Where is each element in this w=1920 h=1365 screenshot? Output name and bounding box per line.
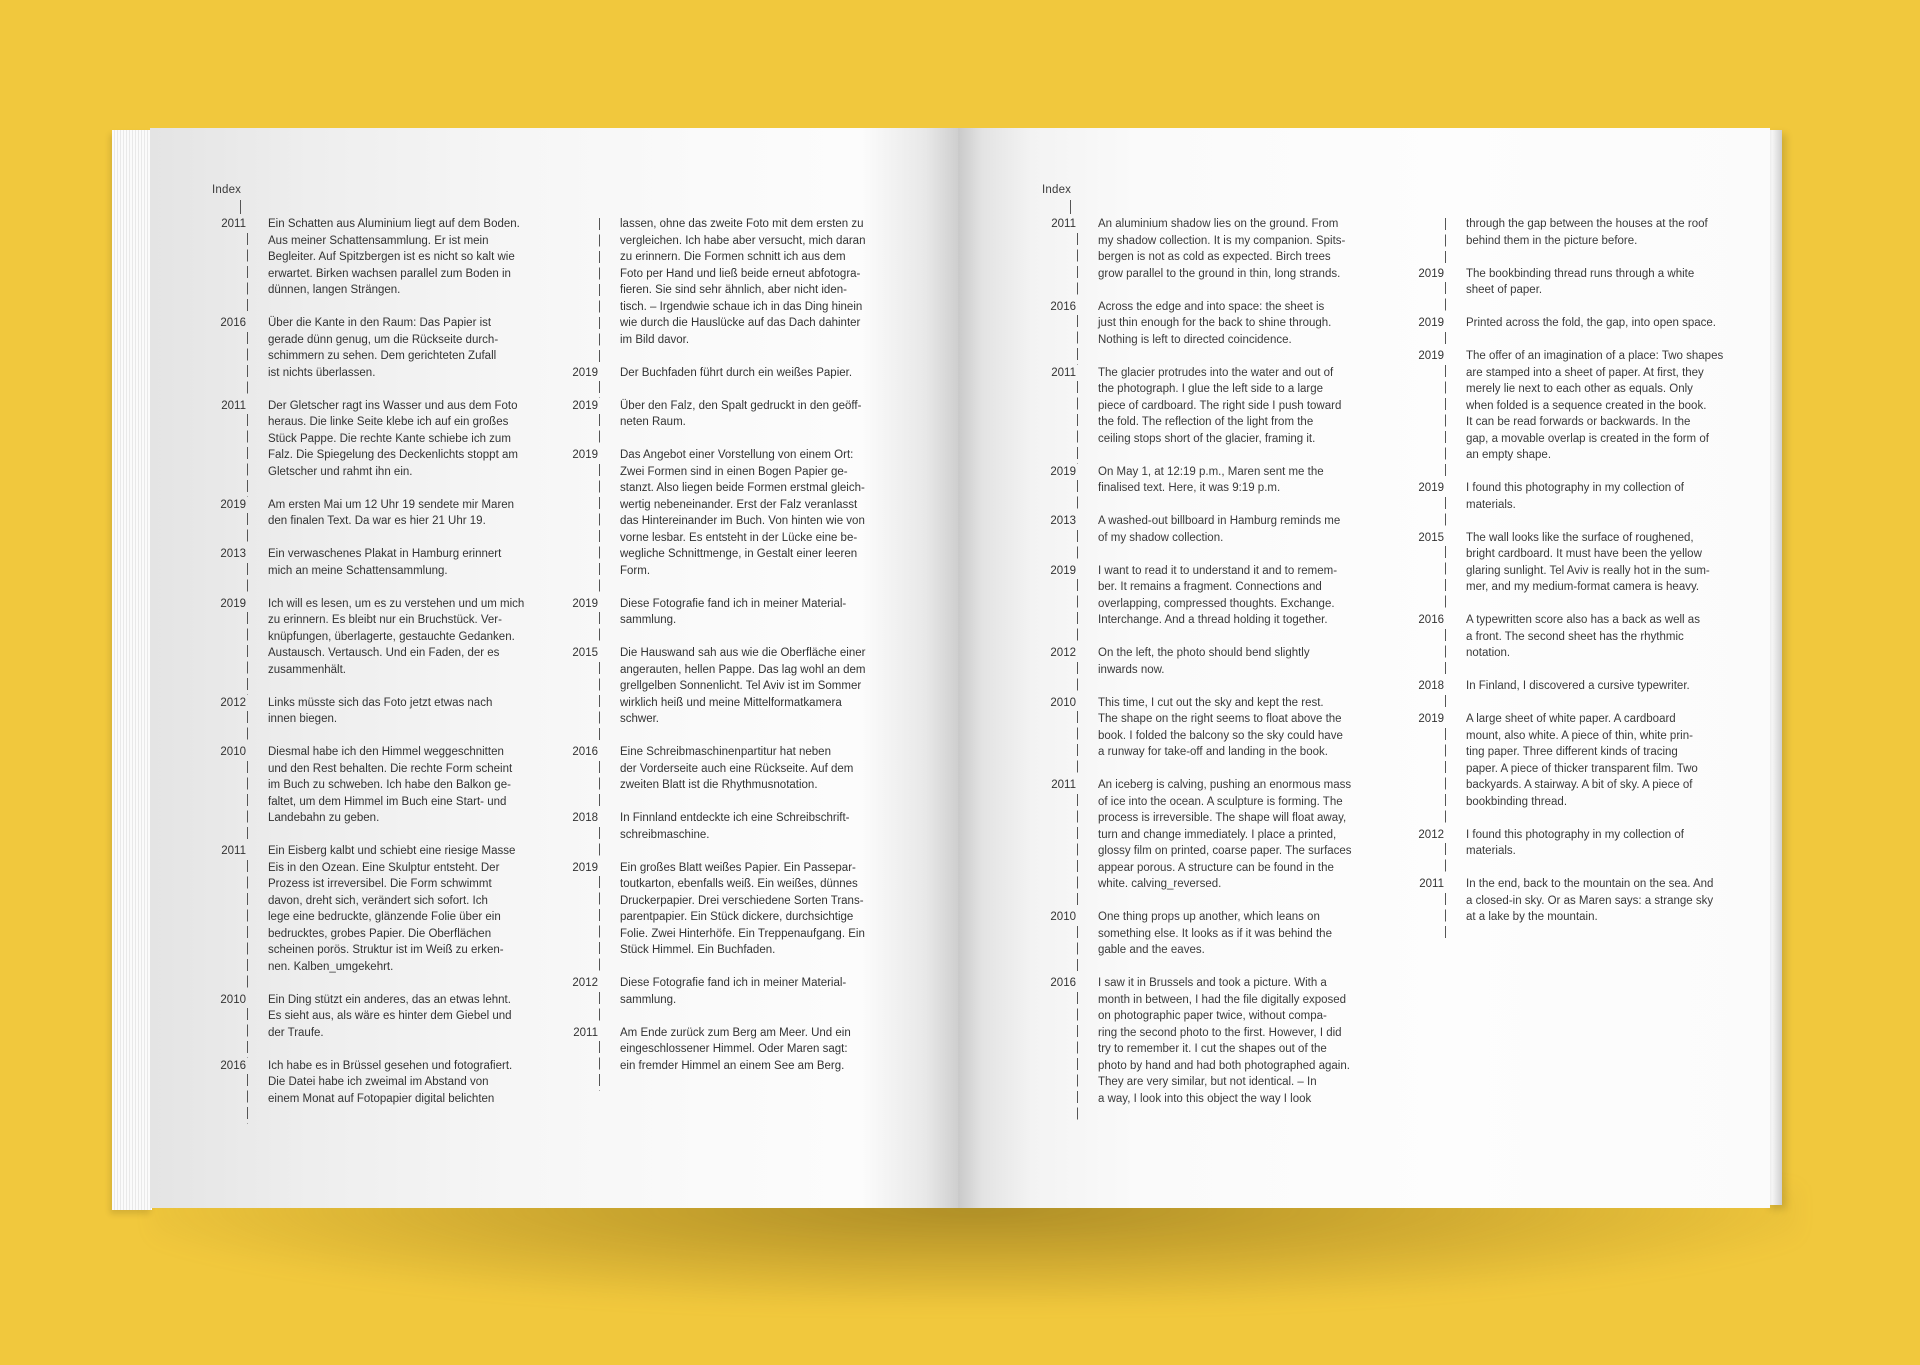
entry-year [1404,266,1450,299]
margin-tick [599,1041,600,1091]
margin-tick [1077,711,1078,777]
margin-tick [599,761,600,811]
margin-tick [1077,381,1078,464]
entry-text: Der Gletscher ragt ins Wasser und aus dem Foto heraus. Die linke Seite klebe ich auf ein großes Stück Pappe. Die rechte Kante schiebe ich zum Falz. Die Spiegelung des Deckenlichts stoppt am Gletscher und rahmt ihn ein. [268,399,518,478]
entry-text: Ein verwaschenes Plakat in Hamburg erinnert mich an meine Schattensammlung. [268,548,502,577]
entry-year [558,975,604,1008]
margin-tick [247,612,248,695]
entry-year [1036,777,1082,893]
entry-year [206,546,252,579]
margin-tick [1445,728,1446,827]
margin-tick [1445,218,1446,266]
entry-year-label: 2015 [1418,531,1444,544]
margin-tick [247,711,248,744]
index-entry [558,365,958,382]
margin-tick [1077,794,1078,910]
index-entry [558,744,958,794]
margin-tick [1445,843,1446,876]
entry-year [1036,695,1082,761]
entry-text: The offer of an imagination of a place: Two shapes are stamped into a sheet of paper. At first, they merely lie next to each other as equals. Only when folded is a sequence created in the book. It can be read forwards or backwards. In the gap, a movable overlap is created in the form of an empty shape. [1466,350,1724,461]
entry-text: The glacier protrudes into the water and out of the photograph. I glue the left side to a large piece of cardboard. The right side I push toward the fold. The reflection of the light from the ceiling stops short of the glacier, framing it. [1098,366,1342,445]
entry-year [1036,563,1082,629]
left-page [150,128,958,1208]
entry-text: Ein Schatten aus Aluminium liegt auf dem Boden. Aus meiner Schattensammlung. Er ist mein Begleiter. Auf Spitzbergen ist es nicht so kalt wie erwartet. Birken wachsen parallel zum Boden in dünnen, langen Strängen. [268,218,520,296]
margin-tick [247,332,248,398]
entry-text: Links müsste sich das Foto jetzt etwas nach innen biegen. [268,696,493,725]
entry-text: Eine Schreibmaschinenpartitur hat neben der Vorderseite auch eine Rückseite. Auf dem zweiten Blatt ist die Rhythmusnotation. [620,746,854,791]
index-entry [1036,365,1456,448]
index-entry [1404,315,1770,332]
entry-year-label: 2012 [1418,828,1444,841]
index-rule [1070,200,1071,214]
margin-tick [1077,662,1078,695]
index-rule [240,200,241,214]
entry-year-label: 2011 [1051,218,1076,230]
entry-year-label: 2010 [220,993,246,1006]
entry-year [206,398,252,481]
entry-text: This time, I cut out the sky and kept the rest. The shape on the right seems to float above the book. I folded the balcony so the sky could have a runway for take-off and landing in the book. [1098,696,1343,758]
index-entry [558,645,958,728]
index-entry [1036,909,1456,959]
index-entry [1404,530,1770,596]
index-entry [1404,216,1770,249]
entry-year [206,315,252,381]
index-entry [1036,464,1456,497]
entry-year [558,398,604,431]
margin-tick [1077,926,1078,976]
entry-text: Über die Kante in den Raum: Das Papier ist gerade dünn genug, um die Rückseite durch- schimmern zu sehen. Dem gerichteten Zufall ist nichts überlassen. [268,317,499,379]
entry-year-label: 2018 [1418,680,1444,692]
english-column-1 [1036,216,1456,1124]
index-entry [1404,612,1770,662]
entry-year-label: 2011 [573,1026,598,1039]
entry-year [558,216,604,348]
entry-year-label: 2019 [220,498,246,511]
entry-year [1404,612,1450,662]
entry-text: I found this photography in my collection of materials. [1466,828,1684,857]
index-entry [1404,348,1770,464]
margin-tick [247,233,248,316]
margin-tick [599,876,600,975]
margin-tick [247,860,248,992]
margin-tick [1445,282,1446,315]
entry-year [206,992,252,1042]
entry-year [1404,678,1450,695]
margin-tick [1077,992,1078,1124]
entry-year [206,1058,252,1108]
entry-year-label: 2019 [1418,350,1444,362]
entry-year [558,596,604,629]
entry-year-label: 2012 [1050,647,1076,659]
entry-year-label: 2019 [1418,267,1444,280]
entry-year [206,216,252,299]
entry-year-label: 2016 [1418,614,1444,626]
entry-text: Ein Ding stützt ein anderes, das an etwas lehnt. Es sieht aus, als wäre es hinter dem Giebel und der Traufe. [268,993,512,1039]
margin-tick [599,464,600,596]
margin-tick [599,414,600,447]
entry-text: In Finland, I discovered a cursive typewriter. [1466,680,1690,692]
margin-tick [599,827,600,860]
margin-tick [1445,893,1446,943]
entry-year [206,843,252,975]
entry-text: An iceberg is calving, pushing an enormous mass of ice into the ocean. A sculpture is forming. The process is irreversible. The shape will float away, turn and change immediately. I place a printed, glossy film on printed, coarse paper. The surfaces appear porous. A structure can be found in the white. calving_reversed. [1098,779,1352,890]
entry-text: A washed-out billboard in Hamburg reminds me of my shadow collection. [1098,515,1341,544]
margin-tick [247,761,248,844]
entry-year [1404,530,1450,596]
entry-year-label: 2010 [1050,911,1076,923]
entry-year-label: 2016 [1050,977,1076,989]
index-entry [1404,876,1770,926]
german-column-2 [558,216,958,1091]
entry-year [558,365,604,382]
margin-tick [1077,233,1078,299]
entry-year-label: 2019 [1418,713,1444,725]
index-entry [558,447,958,579]
margin-tick [1445,629,1446,679]
entry-year-label: 2019 [1050,564,1076,577]
entry-year-label: 2016 [220,317,246,329]
entry-text: On May 1, at 12:19 p.m., Maren sent me the finalised text. Here, it was 9:19 p.m. [1098,465,1324,494]
entry-year [558,860,604,959]
page-stack-left [112,130,152,1210]
index-entry [558,398,958,431]
index-entry [558,810,958,843]
entry-year-label: 2011 [1051,366,1076,379]
margin-tick [1445,365,1446,481]
index-entry [1404,711,1770,810]
entry-year-label: 2019 [220,597,246,610]
entry-text: One thing props up another, which leans on something else. It looks as if it was behind the gable and the eaves. [1098,911,1332,956]
entry-text: Ich habe es in Brüssel gesehen und fotografiert. Die Datei habe ich zweimal im Abstand von einem Monat auf Fotopapier digital belichten [268,1059,513,1105]
entry-year-label: 2019 [572,449,598,461]
entry-year [1036,464,1082,497]
entry-year [1036,909,1082,959]
right-page [958,128,1770,1208]
entry-year [206,695,252,728]
entry-year [1036,645,1082,678]
margin-tick [247,1008,248,1058]
entry-text: The bookbinding thread runs through a white sheet of paper. [1466,267,1695,296]
margin-tick [1077,315,1078,365]
entry-year [1036,216,1082,282]
entry-year-label: 2019 [572,597,598,610]
index-entry [1036,299,1456,349]
entry-year-label: 2010 [1050,696,1076,709]
margin-tick [599,992,600,1025]
margin-tick [247,513,248,546]
entry-year [1404,315,1450,332]
entry-year [1036,365,1082,448]
entry-text: An aluminium shadow lies on the ground. From my shadow collection. It is my companion. Spits- bergen is not as cold as expected. Birch trees grow parallel to the ground in thin, long strands. [1098,218,1346,280]
entry-year-label: 2010 [220,746,246,758]
entry-text: Ein Eisberg kalbt und schiebt eine riesige Masse Eis in den Ozean. Eine Skulptur entsteht. Der Prozess ist irreversibel. Die Form schwimmt davon, dreht sich, verändert sich sofort. Ich lege eine bedruckte, glänzende Folie über ein bedrucktes, grobes Papier. Die Oberflächen scheinen porös. Struktur ist im Weiß zu erken- nen. Kalben_umgekehrt. [268,845,516,973]
index-entry [558,975,958,1008]
index-entry [1036,777,1456,893]
entry-year-label: 2011 [221,218,246,230]
entry-text: In Finnland entdeckte ich eine Schreibschrift- schreibmaschine. [620,812,850,841]
entry-year [206,596,252,679]
entry-year [1404,216,1450,249]
margin-tick [247,1074,248,1124]
entry-year [558,447,604,579]
margin-tick [247,563,248,596]
entry-text: Die Hauswand sah aus wie die Oberfläche einer angerauten, hellen Pappe. Das lag wohl an dem grellgelben Sonnenlicht. Tel Aviv ist im Sommer wirklich heiß und meine Mittelformatkamera schwer. [620,647,866,725]
margin-tick [599,662,600,745]
entry-year [1036,513,1082,546]
margin-tick [1077,530,1078,563]
entry-text: A large sheet of white paper. A cardboard mount, also white. A piece of thin, white prin- ting paper. Three different kinds of tracing paper. A piece of thicker transparent film. Two backyards. A stairway. A bit of sky. A piece of bookbinding thread. [1466,713,1698,808]
entry-year-label: 2015 [572,647,598,659]
entry-text: Das Angebot einer Vorstellung von einem Ort: Zwei Formen sind in einen Bogen Papier ge- stanzt. Also liegen beide Formen erstmal gleich- wertig nebeneinander. Erst der Falz veranlasst das Hintereinander im Buch. Von hinten wie von vorne lesbar. Es entsteht in der Lücke eine be- wegliche Schnittmenge, in Gestalt einer leeren Form. [620,449,865,577]
margin-tick [599,381,600,398]
entry-text: On the left, the photo should bend slightly inwards now. [1098,647,1310,676]
index-entry [1404,678,1770,695]
entry-text: In the end, back to the mountain on the sea. And a closed-in sky. Or as Maren says: a strange sky at a lake by the mountain. [1466,878,1714,923]
entry-text: Diese Fotografie fand ich in meiner Material- sammlung. [620,597,847,626]
entry-year-label: 2018 [572,812,598,824]
entry-year-label: 2019 [1050,465,1076,478]
entry-year [1404,876,1450,926]
index-entry [1036,513,1456,546]
entry-year-label: 2011 [1051,779,1076,791]
entry-year [1404,827,1450,860]
index-entry [1404,827,1770,860]
margin-tick [1445,546,1446,612]
index-entry [1036,645,1456,678]
entry-text: I saw it in Brussels and took a picture. With a month in between, I had the file digitally exposed on photographic paper twice, without compa- ring the second photo to the first. However, I did try to remember it. I cut the shapes out of the photo by hand and had both photographed again. They are very similar, but not identical. – In a way, I look into this object the way I look [1098,977,1350,1105]
margin-tick [1077,579,1078,645]
entry-year-label: 2013 [1050,515,1076,527]
entry-year-label: 2011 [1419,878,1444,890]
margin-tick [1445,497,1446,530]
index-entry [1036,563,1456,629]
index-entry [1404,480,1770,513]
entry-text: The wall looks like the surface of roughened, bright cardboard. It must have been the yellow glaring sunlight. Tel Aviv is really hot in the sum- mer, and my medium-format camera is heavy. [1466,531,1710,593]
entry-year [1404,480,1450,513]
entry-year [558,645,604,728]
entry-year [1036,975,1082,1107]
entry-text: A typewritten score also has a back as well as a front. The second sheet has the rhythmic notation. [1466,614,1700,659]
entry-text: Across the edge and into space: the sheet is just thin enough for the back to shine through. Nothing is left to directed coincidence. [1098,300,1332,346]
entry-text: Printed across the fold, the gap, into open space. [1466,317,1716,329]
entry-year-label: 2011 [221,399,246,412]
index-entry [1036,975,1456,1107]
entry-text: Diese Fotografie fand ich in meiner Material- sammlung. [620,977,847,1006]
index-entry [558,596,958,629]
entry-text: Über den Falz, den Spalt gedruckt in den geöff- neten Raum. [620,399,862,428]
entry-year-label: 2019 [1418,317,1444,329]
index-entry [1036,695,1456,761]
entry-text: Am ersten Mai um 12 Uhr 19 sendete mir Maren den finalen Text. Da war es hier 21 Uhr 19. [268,498,515,527]
margin-tick [599,612,600,645]
entry-year-label: 2016 [1050,300,1076,313]
entry-text: Der Buchfaden führt durch ein weißes Papier. [620,366,853,379]
entry-text: Ein großes Blatt weißes Papier. Ein Passepar- toutkarton, ebenfalls weiß. Ein weißes, dünnes Druckerpapier. Drei verschiedene Sorten Trans- parentpapier. Ein Stück dickere, durchsichtige Folie. Zwei Hinterhöfe. Ein Treppenaufgang. Ein Stück Himmel. Ein Buchfaden. [620,861,865,956]
entry-year [558,1025,604,1075]
entry-year [206,744,252,827]
entry-text: I found this photography in my collection of materials. [1466,482,1684,511]
entry-year-label: 2013 [220,548,246,560]
entry-year [206,497,252,530]
margin-tick [1445,332,1446,349]
entry-text: Ich will es lesen, um es zu verstehen und um mich zu erinnern. Es bleibt nur ein Bruchstück. Ver- knüpfungen, überlagerte, gestauchte Gedanken. Austausch. Vertausch. Und ein Faden, der es zusammenhält. [268,597,525,676]
entry-year-label: 2011 [221,845,246,857]
english-column-2 [1404,216,1770,942]
entry-year-label: 2019 [1418,482,1444,494]
entry-year-label: 2019 [572,366,598,379]
entry-year-label: 2012 [220,696,246,709]
entry-text: through the gap between the houses at the roof behind them in the picture before. [1466,218,1708,247]
entry-text: Diesmal habe ich den Himmel weggeschnitten und den Rest behalten. Die rechte Form scheint im Buch zu schweben. Ich habe den Balkon ge- faltet, um dem Himmel im Buch eine Start- und Landebahn zu geben. [268,746,513,824]
entry-text: Am Ende zurück zum Berg am Meer. Und ein eingeschlossener Himmel. Oder Maren sagt: ein fremder Himmel an einem See am Berg. [620,1026,851,1072]
index-entry [1404,266,1770,299]
margin-tick [1077,480,1078,513]
entry-year [1036,299,1082,349]
index-heading: Index [212,184,242,196]
index-entry [558,860,958,959]
entry-year-label: 2019 [572,861,598,874]
entry-text: I want to read it to understand it and to remem- ber. It remains a fragment. Connections and overlapping, compressed thoughts. Exchange. Interchange. And a thread holding it together. [1098,564,1338,626]
index-entry [558,1025,958,1075]
margin-tick [599,218,600,365]
index-heading: Index [1042,184,1072,196]
entry-year [1404,711,1450,810]
margin-tick [1445,695,1446,712]
entry-year-label: 2016 [572,746,598,758]
entry-year-label: 2016 [220,1059,246,1072]
index-entry [558,216,958,348]
entry-year [558,744,604,794]
entry-year-label: 2019 [572,399,598,412]
entry-year [1404,348,1450,464]
entry-text: lassen, ohne das zweite Foto mit dem ersten zu vergleichen. Ich habe aber versucht, mich daran zu erinnern. Die Formen schnitt ich aus dem Foto per Hand und ließ beide erneut abfotogra- fieren. Sie sind sehr ähnlich, aber nicht iden- tisch. – Irgendwie schaue ich in das Ding hinein wie durch die Hauslücke auf das Dach dahinter im Bild davor. [620,218,866,346]
entry-year-label: 2012 [572,977,598,989]
margin-tick [247,414,248,497]
index-entry [1036,216,1456,282]
entry-year [558,810,604,843]
